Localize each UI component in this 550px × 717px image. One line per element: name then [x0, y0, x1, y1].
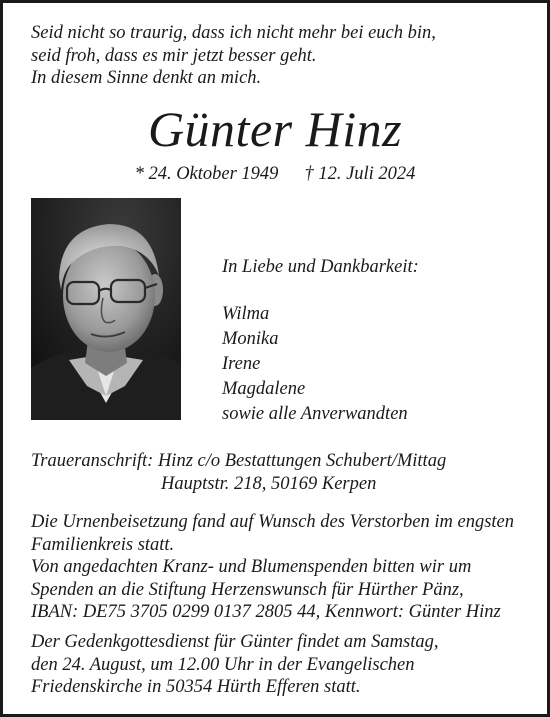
mourner-name: sowie alle Anverwandten: [222, 404, 408, 424]
poem-line: Seid nicht so traurig, dass ich nicht mehr bei euch bin,: [31, 23, 436, 43]
mourner-name: Magdalene: [222, 379, 306, 399]
paragraph-line: Friedenskirche in 50354 Hürth Efferen statt.: [31, 677, 361, 697]
paragraph-line: Familienkreis statt.: [31, 534, 175, 555]
paragraph-line: den 24. August, um 12.00 Uhr in der Evangelischen: [31, 654, 415, 675]
birth-date: * 24. Oktober 1949: [134, 164, 279, 184]
deceased-name: Günter Hinz: [147, 101, 403, 157]
paragraph-line: Der Gedenkgottesdienst für Günter findet am Samstag,: [31, 632, 439, 652]
mourners-block: [222, 255, 419, 427]
life-dates: [3, 163, 547, 185]
paragraph-line: IBAN: DE75 3705 0299 0137 2805 44, Kennwort: Günter Hinz: [31, 602, 501, 622]
paragraph-line: Von angedachten Kranz- und Blumenspenden bitten wir um: [31, 557, 472, 577]
poem-line: seid froh, dass es mir jetzt besser geht.: [31, 45, 317, 66]
mourners-intro: In Liebe und Dankbarkeit:: [222, 257, 419, 277]
mourner-name: Monika: [222, 329, 279, 349]
paragraph-line: Spenden an die Stiftung Herzenswunsch für Hürther Pänz,: [31, 579, 464, 600]
memorial-service-paragraph: [31, 631, 438, 699]
mourner-name: Wilma: [222, 304, 270, 324]
death-date: † 12. Juli 2024: [304, 164, 416, 184]
paragraph-line: Die Urnenbeisetzung fand auf Wunsch des Verstorben im engsten: [31, 512, 514, 532]
address-line: Hauptstr. 218, 50169 Kerpen: [161, 474, 377, 494]
poem-line: In diesem Sinne denkt an mich.: [31, 68, 262, 88]
mourner-name: Irene: [222, 354, 261, 374]
portrait-photo: [31, 198, 181, 420]
mourning-address: [31, 450, 446, 496]
poem: [31, 22, 436, 90]
burial-donation-paragraph: [31, 511, 514, 624]
address-line: Traueranschrift: Hinz c/o Bestattungen Schubert/Mittag: [31, 451, 447, 471]
